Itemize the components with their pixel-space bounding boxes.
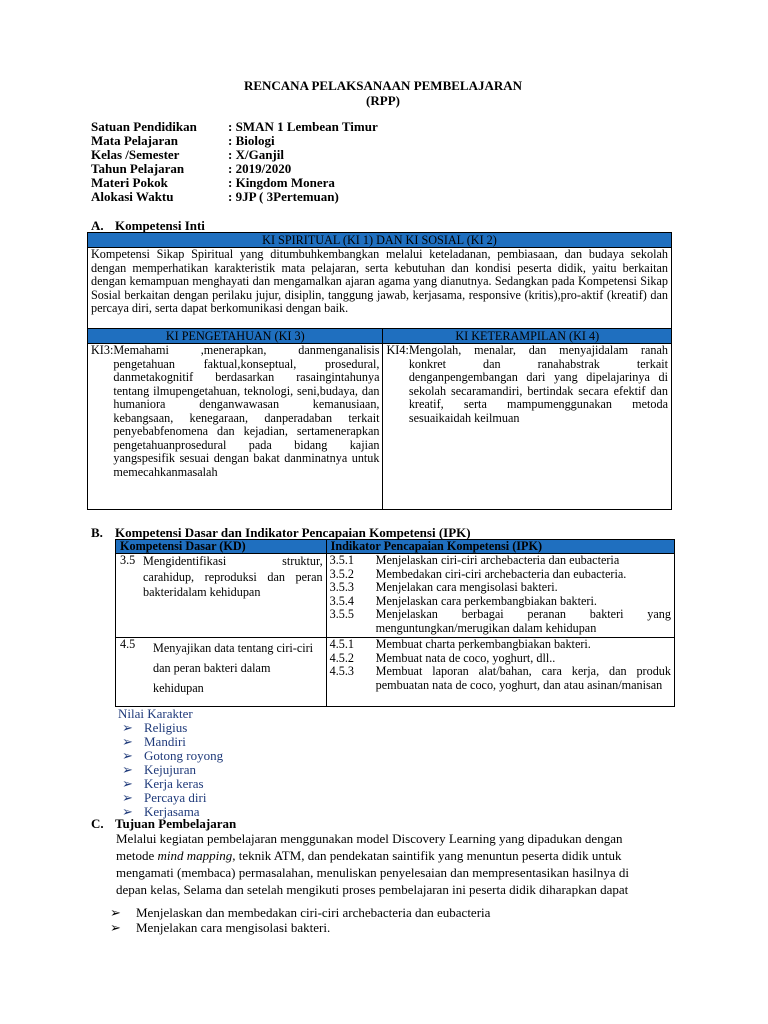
identity-value: : 9JP ( 3Pertemuan) <box>228 189 339 204</box>
list-item-label: Kejujuran <box>144 762 196 777</box>
list-item-label: Gotong royong <box>144 748 224 763</box>
list-item <box>118 721 223 735</box>
ipk-number: 4.5.3 <box>329 664 354 678</box>
identity-label: Satuan Pendidikan <box>91 119 197 134</box>
ipk-text: Membuat nata de coco, yoghurt, dll.. <box>375 650 556 665</box>
arrow-bullet-icon: ➢ <box>110 920 121 935</box>
ki3-header: KI PENGETAHUAN (KI 3) <box>88 329 383 344</box>
section-a-heading <box>91 219 205 233</box>
ki-spiritual-text: Kompetensi Sikap Spiritual yang ditumbuhkembangkan melalui keteladanan, pembiasaan, dan budaya sekolah dengan memperhatikan karakteristik mata pelajaran, serta kebutuhan dan kondisi peserta didik, yaitu berkaitan dengan kemampuan menghayati dan mengamalkan ajaran agama yang dianutnya. Sedangkan pada Kompetensi Sikap Sosial berkaitan dengan perilaku jujur, disiplin, tanggung jawab, kerjasama, responsive (kritis),pro-aktif (kreatif) dan percaya diri, serta dapat berkomunikasi dengan baik. <box>88 248 672 329</box>
ipk-item <box>330 581 671 595</box>
kd-number: 3.5 <box>120 553 136 567</box>
identity-value: : 2019/2020 <box>228 161 292 176</box>
list-item-label: Menjelaskan dan membedakan ciri-ciri archebacteria dan eubacteria <box>136 905 491 920</box>
section-title: Kompetensi Dasar dan Indikator Pencapaian Kompetensi (IPK) <box>115 525 471 540</box>
ki3-cell <box>88 344 383 510</box>
document-subtitle: (RPP) <box>366 93 400 108</box>
tujuan-paragraph <box>116 830 656 898</box>
list-item <box>118 749 223 763</box>
kd-cell <box>116 554 327 638</box>
list-item-label: Menjelakan cara mengisolasi bakteri. <box>136 920 331 935</box>
ipk-text: Membuat charta perkembangbiakan bakteri. <box>375 637 591 651</box>
arrow-bullet-icon: ➢ <box>122 776 133 791</box>
ipk-number: 3.5.4 <box>329 593 354 608</box>
ipk-item <box>330 638 671 652</box>
identity-value: : Kingdom Monera <box>228 175 335 190</box>
table-row <box>116 554 675 638</box>
kd-ipk-table <box>115 539 675 707</box>
list-item <box>118 735 223 749</box>
ipk-item <box>330 554 671 568</box>
section-b-heading <box>91 526 471 540</box>
list-item <box>118 763 223 777</box>
section-c-heading <box>91 817 236 831</box>
kd-text: Mengidentifikasi struktur, carahidup, reproduksi dan peran bakteridalam kehidupan <box>143 554 323 599</box>
list-item <box>110 905 490 920</box>
section-title: Kompetensi Inti <box>115 218 205 233</box>
ipk-cell <box>326 554 674 638</box>
identity-value: : Biologi <box>228 133 275 148</box>
ipk-text: Membedakan ciri-ciri archebacteria dan eubacteria. <box>375 566 627 581</box>
list-item-label: Percaya diri <box>144 790 207 805</box>
list-item <box>118 777 223 791</box>
ipk-cell <box>326 638 674 707</box>
nilai-karakter-title: Nilai Karakter <box>118 706 193 721</box>
identity-label: Kelas /Semester <box>91 147 180 162</box>
identity-label: Materi Pokok <box>91 175 168 190</box>
kd-number: 4.5 <box>120 637 136 651</box>
kd-text: Menyajikan data tentang ciri-ciri dan peran bakteri dalam kehidupan <box>153 641 314 695</box>
section-number: C. <box>91 816 104 831</box>
ipk-number: 3.5.5 <box>329 607 354 621</box>
ki3-number: KI3: <box>91 343 114 357</box>
ki4-text: Mengolah, menalar, dan menyajidalam ranah konkret dan ranahabstrak terkait denganpengembangan dari yang dipelajarinya di sekolah secaramandiri, bertindak secara efektif dan kreatif, serta mampumenggunakan metoda sesuaikaidah keilmuan <box>408 343 668 425</box>
ipk-text: Menjelaskan cara perkembangbiakan bakteri. <box>375 593 597 608</box>
arrow-bullet-icon: ➢ <box>122 734 133 749</box>
nilai-karakter-list <box>118 707 223 819</box>
arrow-bullet-icon: ➢ <box>122 790 133 805</box>
section-number: B. <box>91 525 103 540</box>
section-number: A. <box>91 218 104 233</box>
ki4-cell <box>383 344 672 510</box>
kompetensi-inti-table <box>87 232 672 510</box>
tujuan-goals-list <box>110 905 490 935</box>
ipk-number: 3.5.1 <box>329 553 354 567</box>
ipk-item <box>330 595 671 609</box>
list-item-label: Kerjasama <box>144 804 200 819</box>
paragraph-text: , teknik ATM, dan pendekatan saintifik yang menuntun peserta didik untuk mengamati (membaca) permasalahan, menuliskan penyelesaian dan mempresentasikan hasilnya di depan kelas, Selama dan setelah mengikuti proses pembelajaran ini peserta didik diharapkan dapat <box>116 848 629 897</box>
list-item <box>110 920 490 935</box>
arrow-bullet-icon: ➢ <box>122 748 133 763</box>
ipk-item <box>330 568 671 582</box>
ipk-text: Menjelakan cara mengisolasi bakteri. <box>375 580 558 594</box>
kd-cell <box>116 638 327 707</box>
paragraph-italic-text: mind mapping <box>157 848 233 863</box>
arrow-bullet-icon: ➢ <box>122 804 133 819</box>
arrow-bullet-icon: ➢ <box>122 762 133 777</box>
ipk-number: 4.5.1 <box>329 637 354 651</box>
list-item-label: Mandiri <box>144 734 186 749</box>
list-item-label: Kerja keras <box>144 776 204 791</box>
ki-spiritual-header: KI SPIRITUAL (KI 1) DAN KI SOSIAL (KI 2) <box>88 233 672 248</box>
document-title: RENCANA PELAKSANAAN PEMBELAJARAN <box>243 78 523 93</box>
ipk-column-header: Indikator Pencapaian Kompetensi (IPK) <box>326 540 674 554</box>
ipk-item <box>330 652 671 666</box>
identity-label: Mata Pelajaran <box>91 133 179 148</box>
section-title: Tujuan Pembelajaran <box>115 816 237 831</box>
ipk-number: 3.5.2 <box>329 566 354 581</box>
arrow-bullet-icon: ➢ <box>122 720 133 735</box>
ipk-item <box>330 665 671 692</box>
ki4-number: KI4: <box>386 343 409 357</box>
list-item <box>118 791 223 805</box>
list-item-label: Religius <box>144 720 188 735</box>
identity-label: Tahun Pelajaran <box>91 161 185 176</box>
identity-label: Alokasi Waktu <box>91 189 174 204</box>
paragraph-text: Melalui kegiatan pembelajaran menggunakan model Discovery Learning yang dipadukan dengan metode <box>116 831 623 863</box>
identity-value: : X/Ganjil <box>228 147 284 162</box>
ki4-header: KI KETERAMPILAN (KI 4) <box>383 329 672 344</box>
kd-column-header: Kompetensi Dasar (KD) <box>116 540 327 554</box>
identity-value: : SMAN 1 Lembean Timur <box>228 119 378 134</box>
ipk-number: 3.5.3 <box>329 580 354 594</box>
ipk-text: Menjelaskan berbagai peranan bakteri yang menguntungkan/merugikan dalam kehidupan <box>375 607 671 635</box>
arrow-bullet-icon: ➢ <box>110 905 121 920</box>
ki3-text: Memahami ,menerapkan, danmenganalisis pengetahuan faktual,konseptual, prosedural, danmetakognitif berdasarkan rasaingintahunya tentang ilmupengetahuan, teknologi, seni,budaya, dan humaniora denganwawasan kemanusiaan, kebangsaan, kenegaraan, danperadaban terkait penyebabfenomena dan kejadian, sertamenerapkan pengetahuanprosedural pada bidang kajian yangspesifik sesuai dengan bakat danminatnya untuk memecahkanmasalah <box>113 343 380 479</box>
ipk-text: Membuat laporan alat/bahan, cara kerja, dan produk pembuatan nata de coco, yoghurt, dan atau asinan/manisan <box>375 664 671 692</box>
table-row <box>116 638 675 707</box>
ipk-item <box>330 608 671 635</box>
ipk-text: Menjelaskan ciri-ciri archebacteria dan eubacteria <box>375 553 620 567</box>
ipk-number: 4.5.2 <box>329 650 354 665</box>
